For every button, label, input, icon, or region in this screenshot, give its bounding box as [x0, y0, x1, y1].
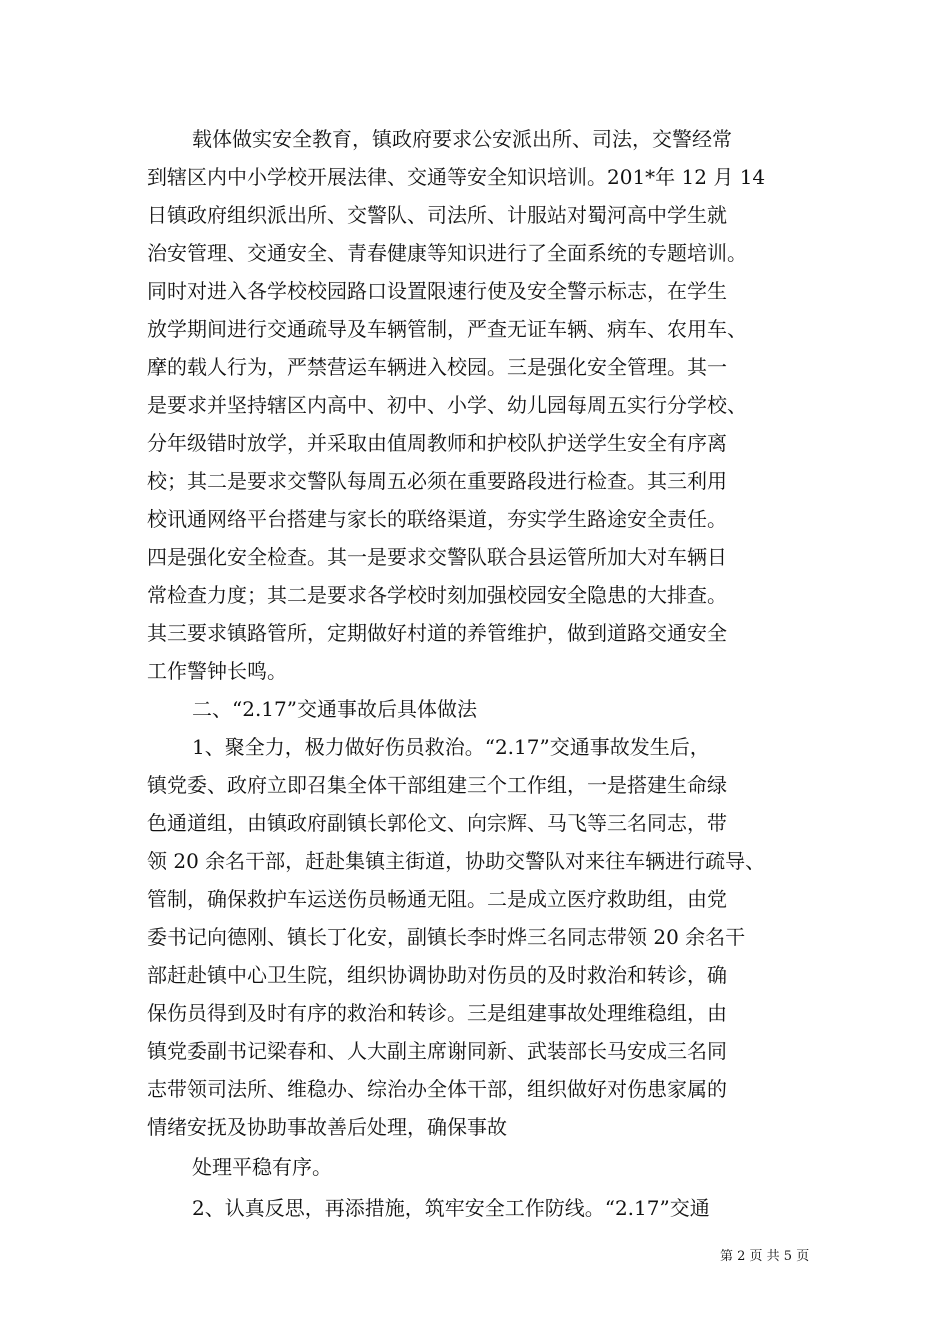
- text-line: 情绪安抚及协助事故善后处理，确保事故: [147, 1115, 507, 1139]
- text-line: 四是强化安全检查。其一是要求交警队联合县运管所加大对车辆日: [147, 545, 727, 569]
- text-line: 工作警钟长鸣。: [147, 659, 287, 683]
- text-line: 志带领司法所、维稳办、综治办全体干部，组织做好对伤患家属的: [147, 1077, 727, 1101]
- text-line: 委书记向德刚、镇长丁化安，副镇长李时烨三名同志带领 20 余名干: [147, 925, 746, 949]
- text-line: 摩的载人行为，严禁营运车辆进入校园。三是强化安全管理。其一: [147, 355, 727, 379]
- text-line: 1、聚全力，极力做好伤员救治。“2.17”交通事故发生后，: [192, 735, 710, 759]
- text-line: 放学期间进行交通疏导及车辆管制，严查无证车辆、病车、农用车、: [147, 317, 747, 341]
- text-line: 色通道组，由镇政府副镇长郭伦文、向宗辉、马飞等三名同志，带: [147, 811, 727, 835]
- text-line: 镇党委、政府立即召集全体干部组建三个工作组，一是搭建生命绿: [147, 773, 727, 797]
- text-line: 其三要求镇路管所，定期做好村道的养管维护，做到道路交通安全: [147, 621, 727, 645]
- text-line: 日镇政府组织派出所、交警队、司法所、计服站对蜀河高中学生就: [147, 203, 727, 227]
- text-line: 治安管理、交通安全、青春健康等知识进行了全面系统的专题培训。: [147, 241, 747, 265]
- text-line: 2、认真反思，再添措施，筑牢安全工作防线。“2.17”交通: [192, 1196, 710, 1220]
- text-line: 管制，确保救护车运送伤员畅通无阻。二是成立医疗救助组，由党: [147, 887, 727, 911]
- text-line: 校讯通网络平台搭建与家长的联络渠道，夯实学生路途安全责任。: [147, 507, 727, 531]
- text-line: 到辖区内中小学校开展法律、交通等安全知识培训。201*年 12 月 14: [147, 165, 766, 189]
- text-line: 同时对进入各学校校园路口设置限速行使及安全警示标志，在学生: [147, 279, 727, 303]
- text-line: 是要求并坚持辖区内高中、初中、小学、幼儿园每周五实行分学校、: [147, 393, 747, 417]
- page-number: 第 2 页 共 5 页: [720, 1249, 810, 1264]
- text-line: 镇党委副书记梁春和、人大副主席谢同新、武装部长马安成三名同: [147, 1039, 727, 1063]
- text-line: 保伤员得到及时有序的救治和转诊。三是组建事故处理维稳组，由: [147, 1001, 727, 1025]
- section-heading: 二、“2.17”交通事故后具体做法: [192, 697, 477, 721]
- text-line: 部赶赴镇中心卫生院，组织协调协助对伤员的及时救治和转诊，确: [147, 963, 727, 987]
- text-line: 载体做实安全教育，镇政府要求公安派出所、司法，交警经常: [192, 127, 732, 151]
- text-line: 分年级错时放学，并采取由值周教师和护校队护送学生安全有序离: [147, 431, 727, 455]
- text-line: 常检查力度；其二是要求各学校时刻加强校园安全隐患的大排查。: [147, 583, 727, 607]
- text-line: 校；其二是要求交警队每周五必须在重要路段进行检查。其三利用: [147, 469, 727, 493]
- text-line: 处理平稳有序。: [192, 1155, 332, 1179]
- text-line: 领 20 余名干部，赶赴集镇主街道，协助交警队对来往车辆进行疏导、: [147, 849, 766, 873]
